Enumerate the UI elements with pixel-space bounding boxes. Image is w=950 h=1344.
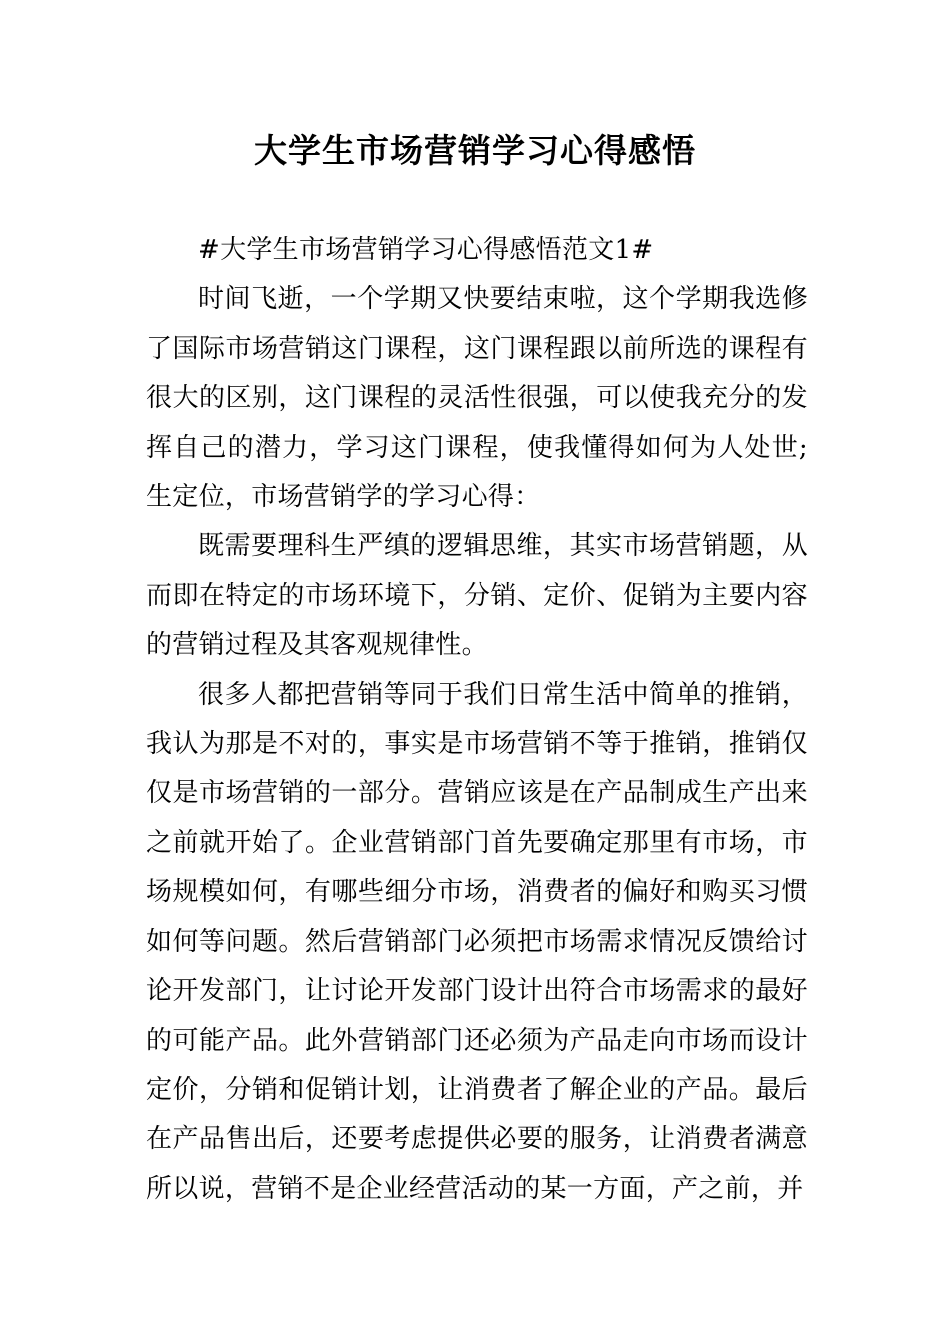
document-title: 大学生市场营销学习心得感悟: [254, 131, 696, 170]
paragraph: 既需要理科生严缜的逻辑思维，其实市场营销题，从而即在特定的市场环境下，分销、定价、促销为主要内容的营销过程及其客观规律性。: [146, 531, 808, 661]
paragraph: 时间飞逝，一个学期又快要结束啦，这个学期我选修了国际市场营销这门课程，这门课程跟以前所选的课程有很大的区别，这门课程的灵活性很强，可以使我充分的发挥自己的潜力，学习这门课程，使我懂得如何为人处世;生定位，市场营销学的学习心得：: [146, 284, 808, 513]
paragraph: 很多人都把营销等同于我们日常生活中简单的推销，我认为那是不对的，事实是市场营销不等于推销，推销仅仅是市场营销的一部分。营销应该是在产品制成生产出来之前就开始了。企业营销部门首先要确定那里有市场，市场规模如何，有哪些细分市场，消费者的偏好和购买习惯如何等问题。然后营销部门必须把市场需求情况反馈给讨论开发部门，让讨论开发部门设计出符合市场需求的最好的可能产品。此外营销部门还必须为产品走向市场而设计定价，分销和促销计划，让消费者了解企业的产品。最后在产品售出后，还要考虑提供必要的服务，让消费者满意所以说，营销不是企业经营活动的某一方面，产之前，并: [146, 679, 808, 1204]
document-body: [146, 226, 808, 1214]
paragraph-heading: #大学生市场营销学习心得感悟范文1#: [198, 235, 654, 265]
